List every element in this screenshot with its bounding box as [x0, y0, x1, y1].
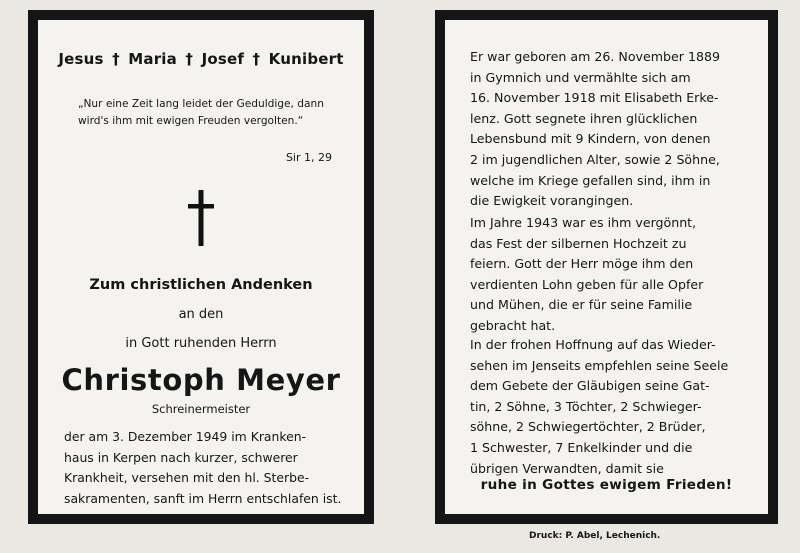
bio-line: verdienten Lohn geben für alle Opfer: [470, 276, 704, 292]
bio-line: und Mühen, die er für seine Familie: [470, 297, 693, 313]
holy-names-header: [38, 50, 364, 68]
death-line: der am 3. Dezember 1949 im Kranken-: [64, 429, 307, 444]
memorial-card-front: [28, 10, 374, 524]
cross-separator: †: [185, 50, 194, 68]
death-notice: [64, 427, 360, 509]
bio-line: In der frohen Hoffnung auf das Wieder-: [470, 337, 716, 352]
death-line: sakramenten, sanft im Herrn entschlafen ist.: [64, 490, 342, 506]
bible-quote: „Nur eine Zeit lang leidet der Geduldige, dann wird's ihm mit ewigen Freuden vergolten.“: [78, 98, 324, 127]
name-jesus: Jesus: [58, 50, 104, 68]
biography-paragraph-1: [470, 47, 765, 212]
bio-line: Lebensbund mit 9 Kindern, von denen: [470, 131, 711, 147]
bio-line: in Gymnich und vermählte sich am: [470, 69, 691, 85]
biography-paragraph-3: [470, 335, 765, 479]
bio-line: feiern. Gott der Herr möge ihm den: [470, 256, 694, 272]
bio-line: Im Jahre 1943 war es ihm vergönnt,: [470, 215, 697, 230]
printer-note: Druck: P. Abel, Lechenich.: [529, 531, 661, 541]
ruhend-text: in Gott ruhenden Herrn: [125, 336, 277, 351]
name-maria: Maria: [128, 50, 177, 68]
bio-line: die Ewigkeit vorangingen.: [470, 193, 634, 209]
bio-line: tin, 2 Söhne, 3 Töchter, 2 Schwieger-: [470, 398, 702, 414]
memorial-card-back: [435, 10, 778, 524]
an-den-text: an den: [178, 307, 224, 322]
death-line: Krankheit, versehen mit den hl. Sterbe-: [64, 470, 310, 485]
quote-reference: Sir 1, 29: [285, 151, 332, 164]
cross-separator: †: [112, 50, 120, 68]
andenken-heading: Zum christlichen Andenken: [89, 277, 313, 293]
bio-line: lenz. Gott segnete ihren glücklichen: [470, 110, 698, 126]
bio-line: 2 im jugendlichen Alter, sowie 2 Söhne,: [470, 151, 720, 167]
name-josef: Josef: [201, 50, 245, 68]
bio-line: das Fest der silbernen Hochzeit zu: [470, 235, 687, 251]
bio-line: welche im Kriege gefallen sind, ihm in: [470, 172, 711, 188]
bio-line: dem Gebete der Gläubigen seine Gat-: [470, 378, 710, 394]
name-kunibert: Kunibert: [268, 50, 344, 68]
bio-line: 1 Schwester, 7 Enkelkinder und die: [470, 439, 693, 455]
bio-line: söhne, 2 Schwiegertöchter, 2 Brüder,: [470, 419, 706, 435]
closing-phrase: ruhe in Gottes ewigem Frieden!: [480, 477, 733, 493]
deceased-name: Christoph Meyer: [61, 363, 341, 397]
occupation: Schreinermeister: [151, 402, 251, 416]
bio-line: übrigen Verwandten, damit sie: [470, 460, 664, 476]
bio-line: sehen im Jenseits empfehlen seine Seele: [470, 357, 729, 373]
biography-paragraph-2: [470, 213, 765, 337]
bio-line: 16. November 1918 mit Elisabeth Erke-: [470, 90, 719, 106]
cross-separator: †: [252, 50, 261, 68]
cross-icon: [38, 188, 364, 252]
bio-line: Er war geboren am 26. November 1889: [470, 49, 720, 64]
bio-line: gebracht hat.: [470, 317, 556, 333]
death-line: haus in Kerpen nach kurzer, schwerer: [64, 449, 298, 465]
